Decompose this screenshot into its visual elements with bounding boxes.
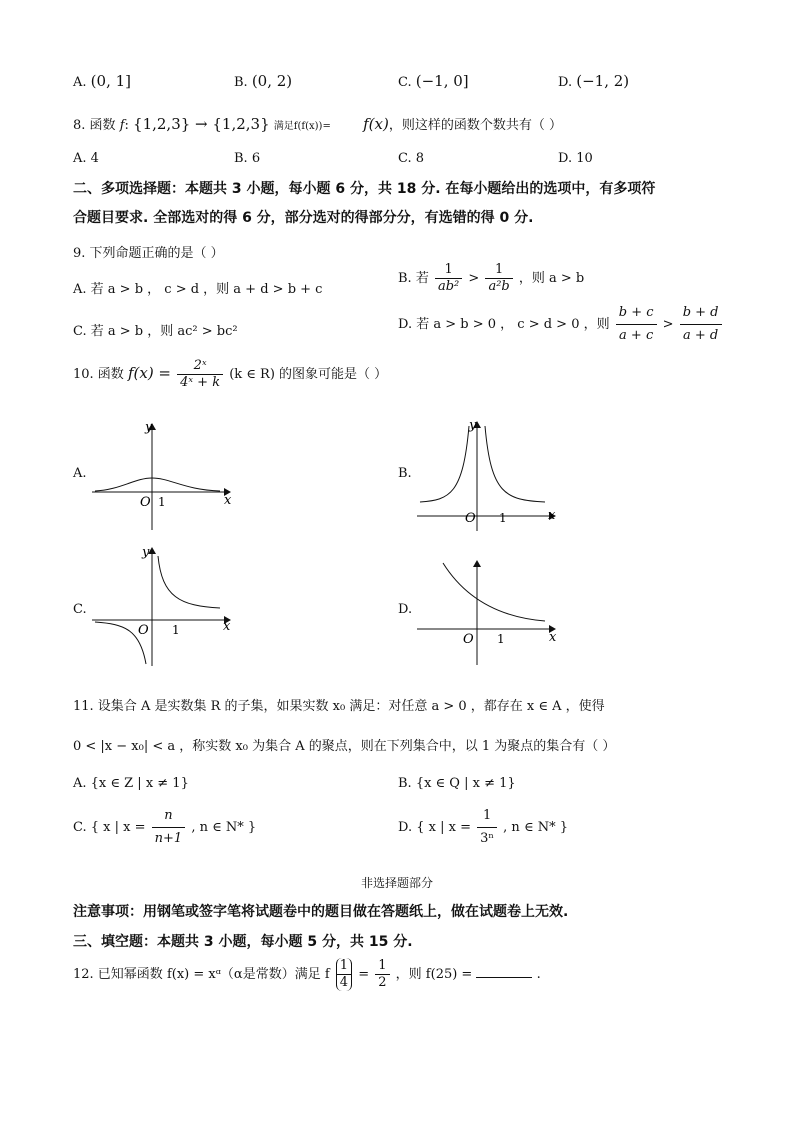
q7-option-c-label: C.: [398, 75, 412, 90]
q8-f: f: [119, 118, 125, 133]
q9-d-den2: a + d: [682, 328, 719, 343]
q9-option-b-prefix: B. 若: [398, 271, 429, 286]
q10-stem: [73, 358, 387, 391]
q9-option-d-frac1: [616, 302, 657, 347]
q11-line2: 0 < |x − x₀| < a ，称实数 x₀ 为集合 A 的聚点，则在下列集合中，以 1 为聚点的集合有（ ）: [73, 739, 616, 754]
q8-cond: 满足f(f(x))=: [273, 121, 331, 132]
curve: [443, 563, 545, 621]
q7-option-d-label: D.: [558, 75, 573, 90]
q11-c-prefix: C.: [73, 820, 87, 835]
q10-prefix: 10. 函数: [73, 367, 124, 382]
q11-line1: 11. 设集合 A 是实数集 R 的子集，如果实数 x₀ 满足：对任意 a > 0 ，都存在 x ∈ A ，使得: [73, 699, 605, 714]
one-label: 1: [158, 495, 166, 509]
q8-option-a-text: 4: [90, 151, 99, 166]
origin-label: O: [465, 511, 476, 526]
q8-stem-a: 函数: [89, 118, 116, 133]
q11-c-set-a: { x | x =: [90, 820, 146, 835]
q10-graph-c-label: C.: [73, 602, 87, 617]
q11-c-frac: [152, 805, 186, 850]
q8-map: {1,2,3} → {1,2,3}: [133, 115, 270, 133]
q10-graph-c: [90, 542, 240, 668]
one-label: 1: [499, 511, 507, 525]
part2-title: 非选择题部分: [360, 876, 433, 890]
q12-suffix: ，则 f(25) =: [395, 967, 473, 982]
q12-val-num: 1: [375, 958, 389, 975]
q8-option-c-label: C.: [398, 151, 412, 166]
q12-val-frac: [375, 958, 389, 991]
q9-b-gt: >: [468, 271, 480, 286]
q10-den: 4ˣ + k: [180, 375, 221, 390]
q8-fx: f(x): [363, 115, 389, 133]
q10-graph-d: [415, 555, 565, 667]
q7-option-c: [398, 72, 469, 90]
one-label: 1: [172, 623, 180, 637]
section3-title: 三、填空题：本题共 3 小题，每小题 5 分，共 15 分.: [73, 934, 413, 950]
q11-c-num: n: [152, 805, 186, 828]
q9-option-a: A. 若 a > b ， c > d ，则 a + d > b + c: [73, 282, 323, 297]
q12-arg-den: 4: [339, 975, 349, 990]
q11-option-a: A. {x ∈ Z | x ≠ 1}: [73, 776, 189, 791]
q8-option-d: [558, 151, 593, 166]
q11-c-den: n+1: [154, 831, 183, 846]
q11-option-b: B. {x ∈ Q | x ≠ 1}: [398, 776, 516, 791]
q9-option-d-frac2: [680, 302, 722, 347]
q9-option-d: [398, 302, 724, 347]
q11-d-set-a: { x | x =: [416, 820, 471, 835]
q7-option-a-text: (0, 1]: [90, 72, 131, 90]
x-label: x: [549, 630, 557, 645]
q8-option-c: [398, 151, 424, 166]
q12-end: .: [536, 967, 541, 982]
curve-left: [420, 426, 469, 502]
q8-option-a: [73, 151, 99, 166]
q8-option-d-text: 10: [576, 151, 593, 166]
q10-fx: f(x) =: [127, 364, 172, 382]
q12-answer-blank[interactable]: [476, 965, 532, 978]
q10-graph-a-label: A.: [73, 466, 87, 481]
q11-d-num: 1: [477, 805, 497, 828]
section2-line2: 合题目要求. 全部选对的得 6 分，部分选对的得部分分，有选错的得 0 分.: [73, 210, 534, 226]
q8-option-d-label: D.: [558, 151, 573, 166]
x-label: x: [223, 619, 231, 634]
q10-graph-d-label: D.: [398, 602, 413, 617]
q9-b-den2: a²b: [488, 279, 510, 294]
q9-option-b-suffix: ，则 a > b: [518, 271, 585, 286]
q11-d-prefix: D.: [398, 820, 413, 835]
q9-option-b-frac1: [435, 262, 462, 295]
curve-right: [158, 556, 220, 608]
q8-option-a-label: A.: [73, 151, 87, 166]
q12-arg-num: 1: [337, 958, 351, 975]
q12-val-den: 2: [378, 975, 387, 990]
q7-option-b-text: (0, 2): [251, 72, 293, 90]
q7-option-c-text: (−1, 0]: [415, 72, 469, 90]
q7-option-b-label: B.: [234, 75, 248, 90]
y-label: y: [145, 420, 153, 435]
q12-prefix: 12. 已知幂函数 f(x) = xᵅ（α是常数）满足 f: [73, 967, 330, 982]
q12-eq: =: [358, 967, 370, 982]
one-label: 1: [497, 632, 505, 646]
q11-option-d: [398, 805, 568, 850]
q10-graph-b: [415, 416, 565, 534]
y-label: y: [469, 418, 477, 433]
q11-d-den: 3ⁿ: [480, 831, 495, 846]
q9-d-den1: a + c: [619, 328, 654, 343]
q9-d-num1: b + c: [616, 302, 657, 325]
part2-notice: 注意事项：用钢笔或签字笔将试题卷中的题目做在答题纸上，做在试题卷上无效.: [73, 904, 569, 920]
q10-num: 2ˣ: [177, 358, 223, 375]
q7-option-a: [73, 72, 131, 90]
x-label: x: [548, 508, 556, 523]
q9-b-den1: ab²: [437, 279, 460, 294]
q8-option-b: [234, 151, 260, 166]
q12-stem: [73, 958, 541, 991]
q11-option-c: [73, 805, 256, 850]
q8-number: 8.: [73, 118, 86, 133]
q9-option-b: [398, 262, 584, 295]
q10-suffix: (k ∈ R) 的图象可能是（ ）: [229, 367, 388, 382]
q11-d-frac: [477, 805, 497, 850]
q10-frac: [177, 358, 223, 391]
q8-stem-b: ，则这样的函数个数共有（ ）: [388, 118, 562, 133]
q9-stem: 9. 下列命题正确的是（ ）: [73, 246, 224, 261]
origin-label: O: [140, 495, 151, 510]
q9-option-b-frac2: [485, 262, 512, 295]
q11-d-set-b: , n ∈ N* }: [503, 820, 568, 835]
q7-option-d-text: (−1, 2): [576, 72, 630, 90]
q7-option-d: [558, 72, 629, 90]
q9-d-num2: b + d: [680, 302, 722, 325]
q8-option-b-label: B.: [234, 151, 248, 166]
curve: [95, 478, 220, 491]
q8-stem: 8. 函数 f: {1,2,3} → {1,2,3} 满足f(f(x))= f(x)，则这样的函数个数共有（ ）: [73, 115, 562, 133]
q10-graph-a: [90, 418, 240, 533]
origin-label: O: [138, 623, 149, 638]
q9-option-d-prefix: D. 若 a > b > 0 ， c > d > 0 ，则: [398, 317, 610, 332]
q9-b-num1: 1: [435, 262, 462, 279]
y-label: y: [142, 545, 150, 560]
q7-option-a-label: A.: [73, 75, 87, 90]
curve-right: [485, 426, 545, 502]
q9-d-gt: >: [662, 317, 674, 332]
q9-b-num2: 1: [485, 262, 512, 279]
section2-line1: 二、多项选择题：本题共 3 小题，每小题 6 分，共 18 分. 在每小题给出的选项中，有多项符: [73, 181, 656, 197]
q9-option-c: C. 若 a > b ，则 ac² > bc²: [73, 324, 238, 339]
q10-graph-b-label: B.: [398, 466, 412, 481]
q11-c-set-b: , n ∈ N* }: [191, 820, 257, 835]
q8-option-c-text: 8: [415, 151, 425, 166]
q12-arg-frac: [336, 958, 352, 991]
origin-label: O: [463, 632, 474, 647]
x-label: x: [224, 493, 232, 508]
q8-option-b-text: 6: [251, 151, 261, 166]
q7-option-b: [234, 72, 292, 90]
